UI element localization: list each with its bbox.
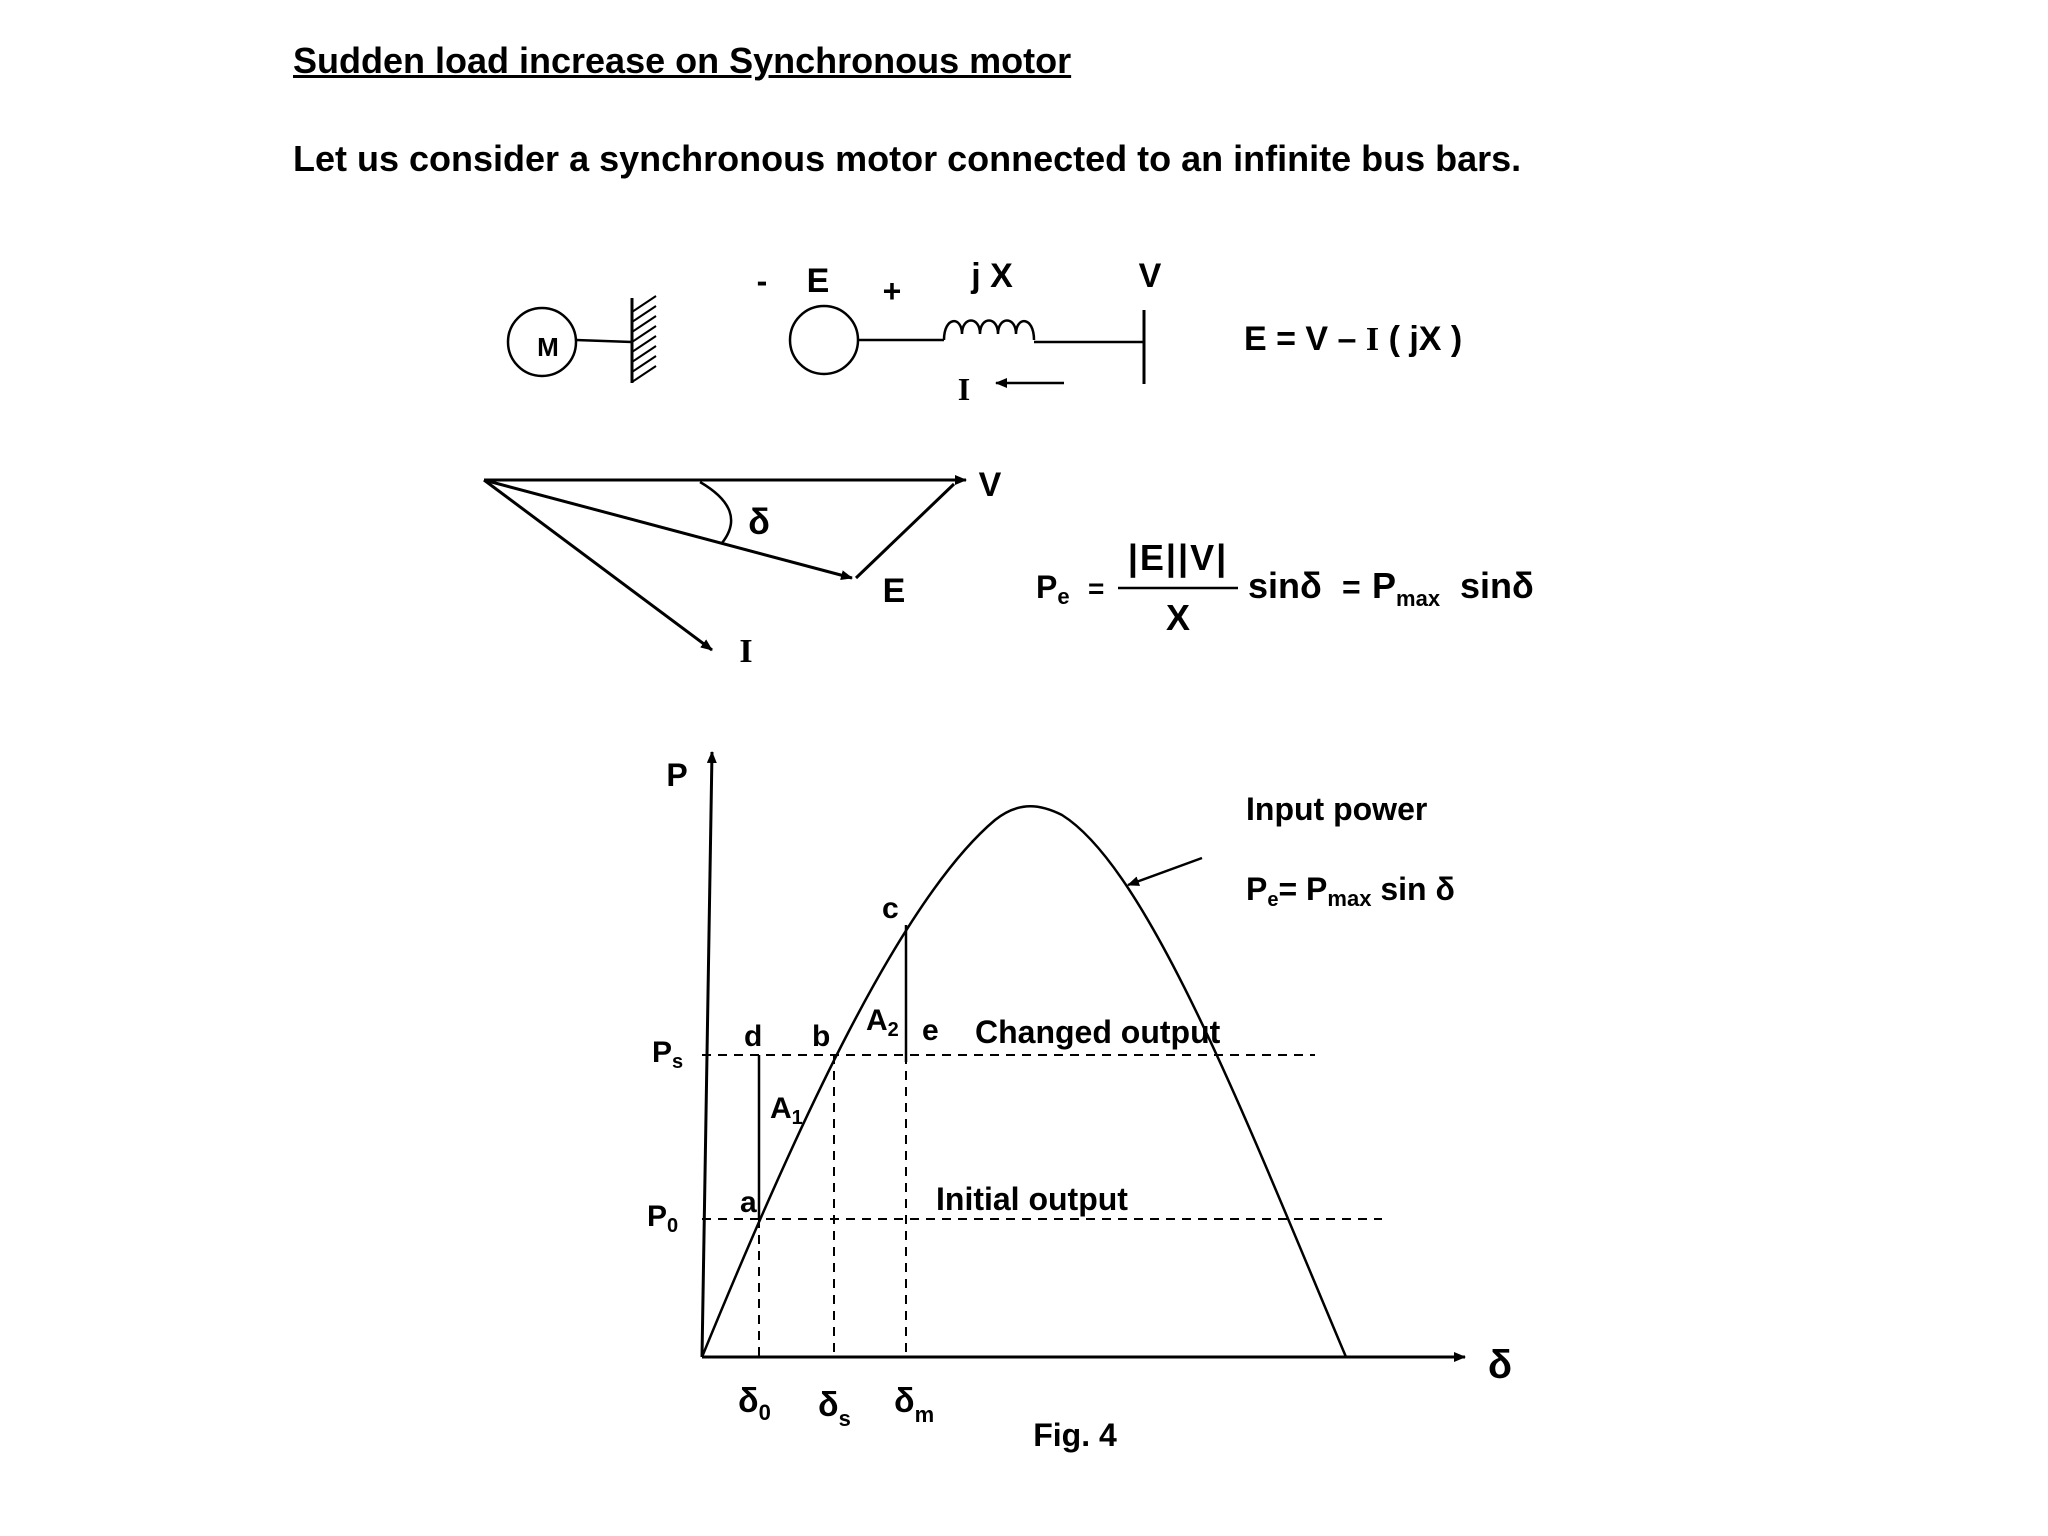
phasor-diagram [484, 466, 1002, 670]
pe-equals: = [1088, 573, 1105, 604]
i-phasor-label: I [739, 633, 753, 670]
power-angle-graph [647, 752, 1512, 1453]
area-a1-label: $A_1$ [770, 1092, 803, 1129]
point-c-label: c [882, 892, 899, 925]
current-label: I [957, 371, 971, 407]
emf-minus-sign: - [756, 263, 768, 299]
initial-output-label: Initial output [936, 1181, 1128, 1217]
wall-hatching [632, 296, 656, 382]
pmax-symbol: $P_{max}$ [1372, 565, 1441, 611]
p0-label: $P_0$ [647, 1200, 679, 1237]
bus-voltage-label: V [1138, 257, 1162, 295]
emf-source-symbol [790, 306, 858, 374]
point-b-label: b [812, 1020, 831, 1053]
y-axis-label: P [666, 757, 688, 793]
motor-label: M [537, 332, 559, 362]
reactance-label: j X [971, 257, 1013, 295]
jix-drop-phasor [856, 484, 954, 578]
ps-label: $P_s$ [652, 1036, 684, 1073]
formula-sin-delta-1: sinδ [1248, 565, 1322, 606]
delta0-label: $\delta_0$ [738, 1382, 771, 1425]
formula-equals-2: = [1342, 569, 1361, 605]
point-d-label: d [744, 1020, 763, 1053]
deltam-label: $\delta_m$ [894, 1382, 935, 1427]
point-e-label: e [922, 1014, 939, 1047]
formula-numerator: |E||V| [1127, 537, 1229, 578]
e-phasor [484, 480, 852, 578]
deltas-label: $\delta_s$ [818, 1386, 851, 1431]
circuit-diagram [508, 257, 1462, 407]
power-formula [1036, 537, 1534, 638]
delta-angle-label: δ [748, 501, 770, 542]
changed-output-label: Changed output [975, 1014, 1221, 1050]
motor-shaft [576, 340, 632, 342]
page-title: Sudden load increase on Synchronous motor [293, 40, 1072, 81]
input-power-pointer-arrow [1128, 858, 1202, 885]
pe-symbol: Pe [1036, 569, 1070, 609]
i-phasor [484, 480, 712, 650]
v-phasor-label: V [978, 466, 1002, 504]
figure-caption: Fig. 4 [1033, 1417, 1117, 1453]
input-power-equation: Pe= Pmax sin δ [1246, 871, 1455, 911]
emf-plus-sign: + [882, 273, 902, 309]
reactance-coil [944, 321, 1034, 341]
input-power-label: Input power [1246, 791, 1428, 827]
e-phasor-label: E [882, 572, 906, 610]
delta-angle-arc [700, 482, 731, 543]
formula-denominator: X [1165, 597, 1191, 638]
emf-label: E [806, 262, 830, 300]
formula-sin-delta-2: sinδ [1460, 565, 1534, 606]
point-a-label: a [740, 1186, 757, 1219]
intro-text: Let us consider a synchronous motor connected to an infinite bus bars. [293, 138, 1522, 179]
x-axis-label: δ [1487, 1343, 1513, 1387]
area-a2-label: $A_2$ [866, 1004, 899, 1041]
voltage-equation: E = V – I ( jX ) [1244, 320, 1463, 358]
